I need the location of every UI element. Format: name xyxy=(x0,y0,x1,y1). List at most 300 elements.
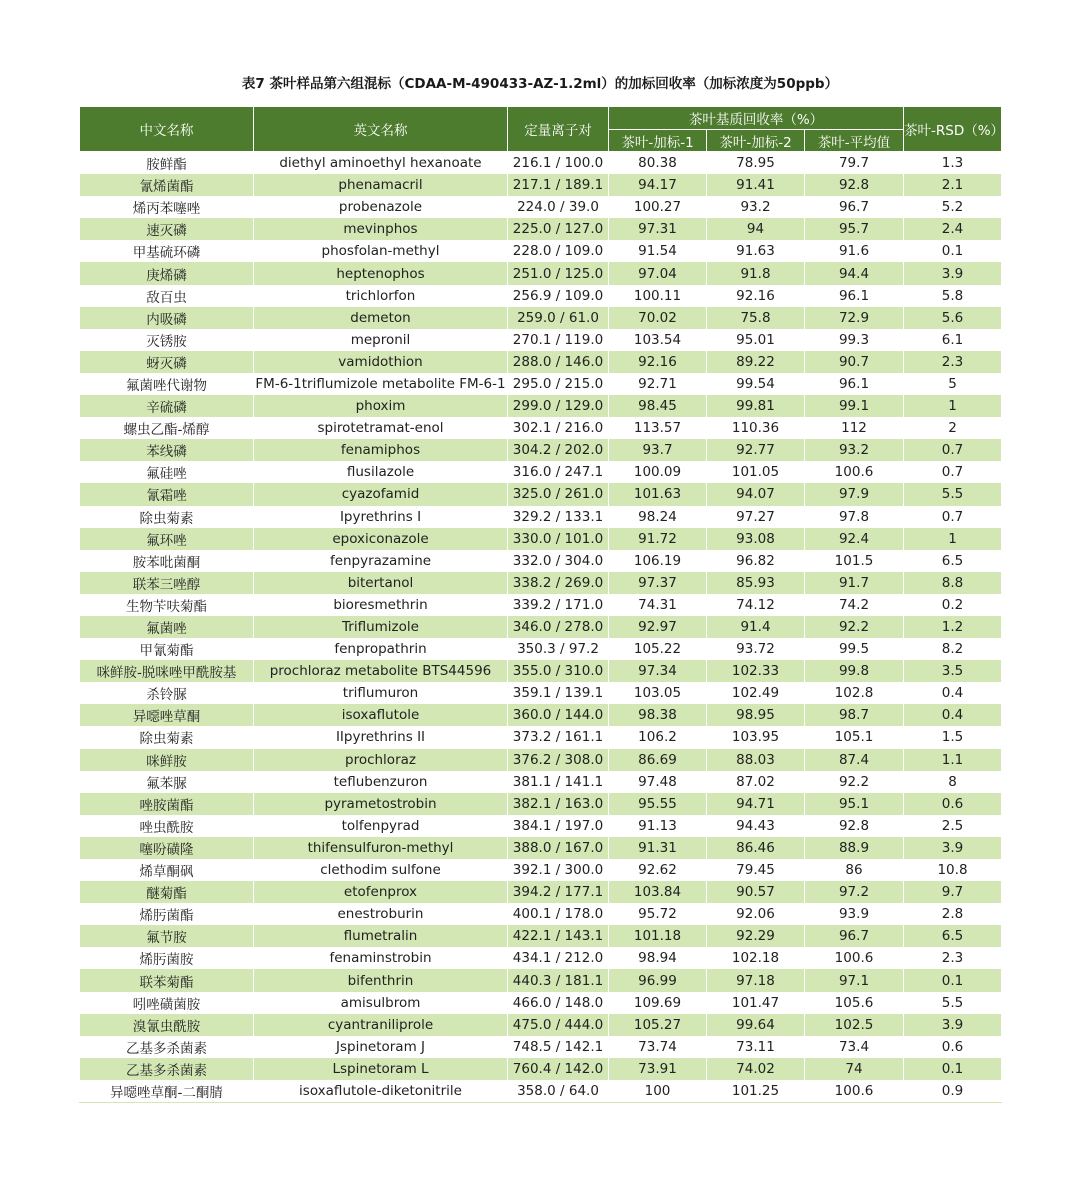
cell-rsd: 0.1 xyxy=(904,1058,1002,1080)
cell-ion-pair: 256.9 / 109.0 xyxy=(508,285,609,307)
cell-cn-name: 内吸磷 xyxy=(80,307,254,329)
cell-en-name: Ipyrethrins I xyxy=(254,506,508,528)
cell-en-name: pyrametostrobin xyxy=(254,793,508,815)
cell-average: 92.4 xyxy=(805,528,904,550)
cell-spike-2: 86.46 xyxy=(707,837,805,859)
cell-ion-pair: 475.0 / 444.0 xyxy=(508,1014,609,1036)
cell-ion-pair: 434.1 / 212.0 xyxy=(508,947,609,969)
cell-rsd: 1 xyxy=(904,528,1002,550)
cell-spike-1: 86.69 xyxy=(609,749,707,771)
cell-ion-pair: 330.0 / 101.0 xyxy=(508,528,609,550)
cell-en-name: bioresmethrin xyxy=(254,594,508,616)
cell-rsd: 5 xyxy=(904,373,1002,395)
cell-en-name: bifenthrin xyxy=(254,969,508,991)
cell-spike-2: 78.95 xyxy=(707,152,805,175)
cell-average: 102.5 xyxy=(805,1014,904,1036)
cell-average: 96.7 xyxy=(805,925,904,947)
cell-spike-1: 94.17 xyxy=(609,174,707,196)
cell-spike-1: 80.38 xyxy=(609,152,707,175)
cell-en-name: vamidothion xyxy=(254,351,508,373)
cell-spike-1: 97.48 xyxy=(609,771,707,793)
cell-spike-2: 94.07 xyxy=(707,483,805,505)
table-row xyxy=(80,1080,1002,1103)
cell-spike-2: 102.18 xyxy=(707,947,805,969)
cell-average: 92.8 xyxy=(805,174,904,196)
cell-average: 79.7 xyxy=(805,152,904,175)
table-row xyxy=(80,815,1002,837)
cell-average: 93.2 xyxy=(805,439,904,461)
cell-ion-pair: 466.0 / 148.0 xyxy=(508,992,609,1014)
cell-en-name: spirotetramat-enol xyxy=(254,417,508,439)
cell-average: 73.4 xyxy=(805,1036,904,1058)
cell-average: 91.7 xyxy=(805,572,904,594)
cell-spike-1: 92.62 xyxy=(609,859,707,881)
cell-average: 94.4 xyxy=(805,262,904,284)
cell-cn-name: 敌百虫 xyxy=(80,285,254,307)
header-ion-pair: 定量离子对 xyxy=(508,107,609,152)
cell-spike-1: 106.19 xyxy=(609,550,707,572)
cell-ion-pair: 381.1 / 141.1 xyxy=(508,771,609,793)
cell-spike-1: 103.54 xyxy=(609,329,707,351)
cell-cn-name: 噻吩磺隆 xyxy=(80,837,254,859)
cell-rsd: 5.5 xyxy=(904,992,1002,1014)
table-row xyxy=(80,837,1002,859)
cell-cn-name: 灭锈胺 xyxy=(80,329,254,351)
cell-cn-name: 辛硫磷 xyxy=(80,395,254,417)
cell-ion-pair: 358.0 / 64.0 xyxy=(508,1080,609,1103)
cell-spike-1: 91.54 xyxy=(609,240,707,262)
cell-spike-1: 105.27 xyxy=(609,1014,707,1036)
cell-cn-name: 庚烯磷 xyxy=(80,262,254,284)
cell-cn-name: 除虫菊素 xyxy=(80,506,254,528)
cell-average: 87.4 xyxy=(805,749,904,771)
cell-ion-pair: 440.3 / 181.1 xyxy=(508,969,609,991)
cell-rsd: 2.4 xyxy=(904,218,1002,240)
cell-en-name: fenaminstrobin xyxy=(254,947,508,969)
cell-en-name: isoxaflutole-diketonitrile xyxy=(254,1080,508,1103)
cell-en-name: triflumuron xyxy=(254,682,508,704)
cell-ion-pair: 392.1 / 300.0 xyxy=(508,859,609,881)
cell-rsd: 3.9 xyxy=(904,837,1002,859)
cell-cn-name: 烯肟菌酯 xyxy=(80,903,254,925)
cell-ion-pair: 329.2 / 133.1 xyxy=(508,506,609,528)
table-row xyxy=(80,417,1002,439)
cell-en-name: flusilazole xyxy=(254,461,508,483)
cell-average: 100.6 xyxy=(805,1080,904,1103)
cell-en-name: cyazofamid xyxy=(254,483,508,505)
cell-en-name: thifensulfuron-methyl xyxy=(254,837,508,859)
cell-rsd: 6.1 xyxy=(904,329,1002,351)
cell-rsd: 2.1 xyxy=(904,174,1002,196)
cell-en-name: mepronil xyxy=(254,329,508,351)
cell-spike-2: 90.57 xyxy=(707,881,805,903)
cell-average: 100.6 xyxy=(805,461,904,483)
table-row xyxy=(80,704,1002,726)
cell-en-name: clethodim sulfone xyxy=(254,859,508,881)
cell-rsd: 1.2 xyxy=(904,616,1002,638)
table-row xyxy=(80,572,1002,594)
cell-spike-2: 94.43 xyxy=(707,815,805,837)
cell-average: 92.2 xyxy=(805,616,904,638)
cell-rsd: 2.3 xyxy=(904,351,1002,373)
cell-spike-2: 102.49 xyxy=(707,682,805,704)
cell-rsd: 5.8 xyxy=(904,285,1002,307)
cell-average: 97.2 xyxy=(805,881,904,903)
cell-spike-2: 103.95 xyxy=(707,726,805,748)
cell-average: 102.8 xyxy=(805,682,904,704)
cell-rsd: 1 xyxy=(904,395,1002,417)
cell-ion-pair: 376.2 / 308.0 xyxy=(508,749,609,771)
cell-spike-2: 99.54 xyxy=(707,373,805,395)
cell-spike-1: 97.37 xyxy=(609,572,707,594)
cell-en-name: diethyl aminoethyl hexanoate xyxy=(254,152,508,175)
table-row xyxy=(80,638,1002,660)
cell-spike-2: 93.08 xyxy=(707,528,805,550)
cell-spike-2: 91.41 xyxy=(707,174,805,196)
cell-average: 96.1 xyxy=(805,285,904,307)
cell-spike-1: 95.55 xyxy=(609,793,707,815)
cell-spike-2: 91.8 xyxy=(707,262,805,284)
cell-en-name: fenamiphos xyxy=(254,439,508,461)
table-row xyxy=(80,528,1002,550)
cell-spike-2: 94 xyxy=(707,218,805,240)
cell-ion-pair: 316.0 / 247.1 xyxy=(508,461,609,483)
recovery-table xyxy=(79,106,1005,1103)
cell-spike-2: 93.72 xyxy=(707,638,805,660)
table-row xyxy=(80,726,1002,748)
cell-average: 96.1 xyxy=(805,373,904,395)
cell-spike-1: 98.24 xyxy=(609,506,707,528)
cell-en-name: heptenophos xyxy=(254,262,508,284)
cell-average: 96.7 xyxy=(805,196,904,218)
cell-cn-name: 氟环唑 xyxy=(80,528,254,550)
cell-spike-2: 75.8 xyxy=(707,307,805,329)
cell-spike-2: 88.03 xyxy=(707,749,805,771)
cell-en-name: trichlorfon xyxy=(254,285,508,307)
cell-en-name: fenpropathrin xyxy=(254,638,508,660)
cell-spike-1: 113.57 xyxy=(609,417,707,439)
cell-cn-name: 烯丙苯噻唑 xyxy=(80,196,254,218)
cell-average: 97.8 xyxy=(805,506,904,528)
cell-average: 105.6 xyxy=(805,992,904,1014)
cell-ion-pair: 224.0 / 39.0 xyxy=(508,196,609,218)
cell-average: 99.5 xyxy=(805,638,904,660)
cell-cn-name: 异噁唑草酮-二酮腈 xyxy=(80,1080,254,1103)
cell-spike-1: 70.02 xyxy=(609,307,707,329)
cell-spike-1: 109.69 xyxy=(609,992,707,1014)
cell-rsd: 1.5 xyxy=(904,726,1002,748)
cell-average: 101.5 xyxy=(805,550,904,572)
table-row xyxy=(80,483,1002,505)
cell-spike-1: 100.11 xyxy=(609,285,707,307)
cell-ion-pair: 422.1 / 143.1 xyxy=(508,925,609,947)
table-row xyxy=(80,660,1002,682)
cell-rsd: 0.2 xyxy=(904,594,1002,616)
cell-rsd: 0.6 xyxy=(904,1036,1002,1058)
cell-rsd: 6.5 xyxy=(904,925,1002,947)
cell-rsd: 5.5 xyxy=(904,483,1002,505)
cell-en-name: Lspinetoram L xyxy=(254,1058,508,1080)
cell-cn-name: 氟菌唑 xyxy=(80,616,254,638)
cell-cn-name: 乙基多杀菌素 xyxy=(80,1036,254,1058)
cell-cn-name: 咪鲜胺 xyxy=(80,749,254,771)
cell-spike-1: 98.45 xyxy=(609,395,707,417)
cell-average: 74.2 xyxy=(805,594,904,616)
table-row xyxy=(80,262,1002,284)
cell-rsd: 8.2 xyxy=(904,638,1002,660)
cell-cn-name: 螺虫乙酯-烯醇 xyxy=(80,417,254,439)
cell-ion-pair: 332.0 / 304.0 xyxy=(508,550,609,572)
cell-en-name: epoxiconazole xyxy=(254,528,508,550)
table-row xyxy=(80,351,1002,373)
table-row xyxy=(80,859,1002,881)
cell-en-name: tolfenpyrad xyxy=(254,815,508,837)
cell-ion-pair: 251.0 / 125.0 xyxy=(508,262,609,284)
cell-ion-pair: 394.2 / 177.1 xyxy=(508,881,609,903)
cell-spike-2: 110.36 xyxy=(707,417,805,439)
cell-ion-pair: 288.0 / 146.0 xyxy=(508,351,609,373)
cell-cn-name: 联苯菊酯 xyxy=(80,969,254,991)
cell-spike-1: 101.18 xyxy=(609,925,707,947)
cell-en-name: bitertanol xyxy=(254,572,508,594)
cell-ion-pair: 217.1 / 189.1 xyxy=(508,174,609,196)
table-row xyxy=(80,395,1002,417)
cell-spike-1: 100 xyxy=(609,1080,707,1103)
cell-cn-name: 氟节胺 xyxy=(80,925,254,947)
cell-cn-name: 蚜灭磷 xyxy=(80,351,254,373)
cell-en-name: fenpyrazamine xyxy=(254,550,508,572)
cell-spike-2: 93.2 xyxy=(707,196,805,218)
cell-average: 95.1 xyxy=(805,793,904,815)
table-row xyxy=(80,196,1002,218)
table-row xyxy=(80,1014,1002,1036)
cell-cn-name: 苯线磷 xyxy=(80,439,254,461)
cell-spike-2: 92.16 xyxy=(707,285,805,307)
cell-spike-1: 97.31 xyxy=(609,218,707,240)
cell-spike-2: 92.29 xyxy=(707,925,805,947)
cell-spike-1: 103.05 xyxy=(609,682,707,704)
table-row xyxy=(80,1036,1002,1058)
cell-ion-pair: 384.1 / 197.0 xyxy=(508,815,609,837)
cell-rsd: 2 xyxy=(904,417,1002,439)
table-row xyxy=(80,881,1002,903)
cell-ion-pair: 400.1 / 178.0 xyxy=(508,903,609,925)
cell-en-name: isoxaflutole xyxy=(254,704,508,726)
cell-rsd: 3.9 xyxy=(904,1014,1002,1036)
table-row xyxy=(80,285,1002,307)
cell-average: 86 xyxy=(805,859,904,881)
cell-spike-1: 93.7 xyxy=(609,439,707,461)
cell-spike-1: 106.2 xyxy=(609,726,707,748)
cell-spike-1: 103.84 xyxy=(609,881,707,903)
cell-average: 92.2 xyxy=(805,771,904,793)
cell-average: 99.8 xyxy=(805,660,904,682)
table-row xyxy=(80,329,1002,351)
cell-en-name: phenamacril xyxy=(254,174,508,196)
cell-ion-pair: 304.2 / 202.0 xyxy=(508,439,609,461)
cell-spike-2: 74.12 xyxy=(707,594,805,616)
cell-average: 105.1 xyxy=(805,726,904,748)
cell-rsd: 2.8 xyxy=(904,903,1002,925)
table-row xyxy=(80,903,1002,925)
cell-en-name: amisulbrom xyxy=(254,992,508,1014)
cell-spike-2: 79.45 xyxy=(707,859,805,881)
cell-spike-1: 73.74 xyxy=(609,1036,707,1058)
cell-average: 95.7 xyxy=(805,218,904,240)
cell-average: 91.6 xyxy=(805,240,904,262)
header-spike-2: 茶叶-加标-2 xyxy=(707,130,805,152)
cell-en-name: flumetralin xyxy=(254,925,508,947)
table-row xyxy=(80,771,1002,793)
cell-en-name: FM-6-1triflumizole metabolite FM-6-1 xyxy=(254,373,508,395)
cell-ion-pair: 225.0 / 127.0 xyxy=(508,218,609,240)
table-row xyxy=(80,373,1002,395)
cell-spike-2: 87.02 xyxy=(707,771,805,793)
cell-spike-2: 99.81 xyxy=(707,395,805,417)
cell-spike-1: 73.91 xyxy=(609,1058,707,1080)
cell-ion-pair: 360.0 / 144.0 xyxy=(508,704,609,726)
cell-ion-pair: 373.2 / 161.1 xyxy=(508,726,609,748)
cell-rsd: 0.1 xyxy=(904,240,1002,262)
cell-cn-name: 氰霜唑 xyxy=(80,483,254,505)
cell-cn-name: 异噁唑草酮 xyxy=(80,704,254,726)
cell-rsd: 5.2 xyxy=(904,196,1002,218)
cell-spike-1: 101.63 xyxy=(609,483,707,505)
cell-ion-pair: 339.2 / 171.0 xyxy=(508,594,609,616)
cell-en-name: Triflumizole xyxy=(254,616,508,638)
cell-ion-pair: 346.0 / 278.0 xyxy=(508,616,609,638)
cell-spike-1: 100.27 xyxy=(609,196,707,218)
header-spike-1: 茶叶-加标-1 xyxy=(609,130,707,152)
cell-rsd: 0.7 xyxy=(904,439,1002,461)
cell-cn-name: 唑虫酰胺 xyxy=(80,815,254,837)
cell-cn-name: 烯草酮砜 xyxy=(80,859,254,881)
cell-cn-name: 甲基硫环磷 xyxy=(80,240,254,262)
cell-en-name: prochloraz metabolite BTS44596 xyxy=(254,660,508,682)
cell-spike-2: 97.27 xyxy=(707,506,805,528)
cell-ion-pair: 760.4 / 142.0 xyxy=(508,1058,609,1080)
cell-spike-2: 94.71 xyxy=(707,793,805,815)
cell-spike-1: 91.13 xyxy=(609,815,707,837)
cell-ion-pair: 748.5 / 142.1 xyxy=(508,1036,609,1058)
cell-rsd: 0.6 xyxy=(904,793,1002,815)
cell-en-name: phosfolan-methyl xyxy=(254,240,508,262)
cell-spike-2: 89.22 xyxy=(707,351,805,373)
cell-average: 98.7 xyxy=(805,704,904,726)
cell-spike-2: 97.18 xyxy=(707,969,805,991)
cell-average: 88.9 xyxy=(805,837,904,859)
cell-spike-2: 74.02 xyxy=(707,1058,805,1080)
cell-rsd: 3.9 xyxy=(904,262,1002,284)
cell-rsd: 8 xyxy=(904,771,1002,793)
cell-spike-2: 91.63 xyxy=(707,240,805,262)
cell-cn-name: 乙基多杀菌素 xyxy=(80,1058,254,1080)
cell-cn-name: 胺苯吡菌酮 xyxy=(80,550,254,572)
cell-rsd: 0.4 xyxy=(904,682,1002,704)
cell-spike-1: 95.72 xyxy=(609,903,707,925)
table-body xyxy=(80,152,1002,1103)
cell-en-name: mevinphos xyxy=(254,218,508,240)
cell-rsd: 8.8 xyxy=(904,572,1002,594)
cell-spike-2: 91.4 xyxy=(707,616,805,638)
header-average: 茶叶-平均值 xyxy=(805,130,904,152)
table-row xyxy=(80,616,1002,638)
cell-cn-name: 胺鲜酯 xyxy=(80,152,254,175)
table-title: 表7 茶叶样品第六组混标（CDAA-M-490433-AZ-1.2ml）的加标回收率（加标浓度为50ppb） xyxy=(241,76,839,92)
cell-spike-2: 92.77 xyxy=(707,439,805,461)
table-row xyxy=(80,218,1002,240)
cell-cn-name: 唑胺菌酯 xyxy=(80,793,254,815)
cell-average: 74 xyxy=(805,1058,904,1080)
cell-ion-pair: 355.0 / 310.0 xyxy=(508,660,609,682)
cell-cn-name: 除虫菊素 xyxy=(80,726,254,748)
cell-ion-pair: 350.3 / 97.2 xyxy=(508,638,609,660)
cell-en-name: teflubenzuron xyxy=(254,771,508,793)
table-row xyxy=(80,793,1002,815)
cell-spike-1: 74.31 xyxy=(609,594,707,616)
cell-spike-1: 98.38 xyxy=(609,704,707,726)
cell-ion-pair: 299.0 / 129.0 xyxy=(508,395,609,417)
cell-rsd: 6.5 xyxy=(904,550,1002,572)
cell-rsd: 9.7 xyxy=(904,881,1002,903)
header-en-name: 英文名称 xyxy=(254,107,508,152)
cell-cn-name: 氟苯脲 xyxy=(80,771,254,793)
cell-ion-pair: 259.0 / 61.0 xyxy=(508,307,609,329)
cell-spike-1: 91.31 xyxy=(609,837,707,859)
table-row xyxy=(80,307,1002,329)
cell-spike-2: 101.05 xyxy=(707,461,805,483)
cell-spike-1: 105.22 xyxy=(609,638,707,660)
cell-rsd: 0.1 xyxy=(904,969,1002,991)
cell-spike-2: 101.47 xyxy=(707,992,805,1014)
cell-ion-pair: 295.0 / 215.0 xyxy=(508,373,609,395)
cell-spike-1: 97.34 xyxy=(609,660,707,682)
cell-cn-name: 速灭磷 xyxy=(80,218,254,240)
cell-rsd: 0.7 xyxy=(904,506,1002,528)
cell-ion-pair: 325.0 / 261.0 xyxy=(508,483,609,505)
cell-rsd: 0.9 xyxy=(904,1080,1002,1103)
cell-cn-name: 联苯三唑醇 xyxy=(80,572,254,594)
table-row xyxy=(80,1058,1002,1080)
table-row xyxy=(80,749,1002,771)
cell-average: 90.7 xyxy=(805,351,904,373)
cell-spike-2: 73.11 xyxy=(707,1036,805,1058)
cell-cn-name: 咪鲜胺-脱咪唑甲酰胺基 xyxy=(80,660,254,682)
header-cn-name: 中文名称 xyxy=(80,107,254,152)
cell-average: 99.1 xyxy=(805,395,904,417)
table-row xyxy=(80,439,1002,461)
cell-en-name: probenazole xyxy=(254,196,508,218)
cell-spike-1: 92.97 xyxy=(609,616,707,638)
cell-cn-name: 烯肟菌胺 xyxy=(80,947,254,969)
cell-spike-1: 96.99 xyxy=(609,969,707,991)
cell-spike-2: 85.93 xyxy=(707,572,805,594)
table-row xyxy=(80,594,1002,616)
cell-cn-name: 甲氰菊酯 xyxy=(80,638,254,660)
cell-spike-1: 100.09 xyxy=(609,461,707,483)
cell-en-name: phoxim xyxy=(254,395,508,417)
cell-average: 92.8 xyxy=(805,815,904,837)
cell-cn-name: 氟菌唑代谢物 xyxy=(80,373,254,395)
cell-spike-2: 101.25 xyxy=(707,1080,805,1103)
table-row xyxy=(80,550,1002,572)
cell-rsd: 5.6 xyxy=(904,307,1002,329)
cell-en-name: prochloraz xyxy=(254,749,508,771)
cell-cn-name: 生物苄呋菊酯 xyxy=(80,594,254,616)
cell-rsd: 1.1 xyxy=(904,749,1002,771)
table-row xyxy=(80,152,1002,175)
cell-rsd: 2.5 xyxy=(904,815,1002,837)
